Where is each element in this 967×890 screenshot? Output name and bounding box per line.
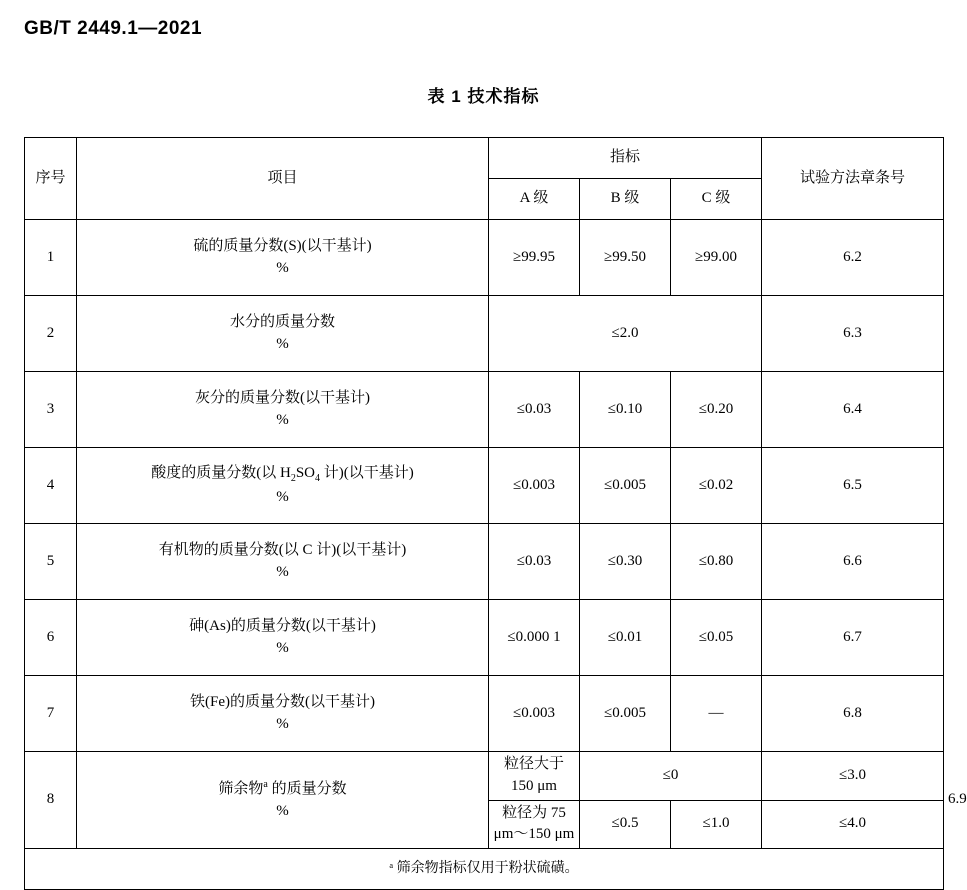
row-grade-c: ≤0.80 xyxy=(671,524,762,600)
header-index-group: 指标 xyxy=(489,138,762,179)
row-seq: 6 xyxy=(25,600,77,676)
row-seq: 7 xyxy=(25,676,77,752)
row-grade-c: ≤0.05 xyxy=(671,600,762,676)
row-grade-merged: ≤2.0 xyxy=(489,296,762,372)
row-item-unit: % xyxy=(276,640,289,657)
row-grade-c: ≤0.20 xyxy=(671,372,762,448)
row-grade-b: ≤0.30 xyxy=(580,524,671,600)
header-item: 项目 xyxy=(77,138,489,220)
row-grade-b: ≤0.10 xyxy=(580,372,671,448)
technical-index-table xyxy=(24,137,967,890)
row-method: 6.8 xyxy=(762,676,944,752)
table-row xyxy=(25,220,944,296)
row-item xyxy=(77,372,489,448)
table-title: 表 1 技术指标 xyxy=(427,87,540,106)
row-item-line1: 砷(As)的质量分数(以干基计) xyxy=(189,618,376,634)
sieve-condition: 粒径大于 150 μm xyxy=(489,752,580,801)
row-item-line1: 有机物的质量分数(以 C 计)(以干基计) xyxy=(158,542,407,558)
sieve-condition: 粒径为 75 μm～150 μm xyxy=(489,800,580,849)
row-grade-b: ≤0.01 xyxy=(580,600,671,676)
row-item xyxy=(77,676,489,752)
table-footnote: ᵃ 筛余物指标仅用于粉状硫磺。 xyxy=(25,849,944,890)
row-grade-a: ≤0.003 xyxy=(489,676,580,752)
row-item xyxy=(77,220,489,296)
table-header-row-1 xyxy=(25,138,944,179)
table-row xyxy=(25,448,944,524)
row-method: 6.3 xyxy=(762,296,944,372)
row-method: 6.6 xyxy=(762,524,944,600)
table-row-sieve-1: 8 筛余物$^a$ 的质量分数 % 粒径大于 150 μm ≤0 ≤3.0 6.9 xyxy=(25,752,944,801)
sieve-grade-b: ≤1.0 xyxy=(671,800,762,849)
table-row xyxy=(25,296,944,372)
spec-table-container xyxy=(24,137,967,890)
row-item-unit: % xyxy=(276,336,289,353)
row-grade-c: ≥99.00 xyxy=(671,220,762,296)
row-method: 6.4 xyxy=(762,372,944,448)
header-grade-a: A 级 xyxy=(489,179,580,220)
row-item-line1: 酸度的质量分数(以 $H_2SO_4$ 计)(以干基计) xyxy=(151,465,414,485)
row-item-unit: % xyxy=(276,564,289,581)
sieve-label-unit: % xyxy=(276,803,289,820)
row-item-line1: 灰分的质量分数(以干基计) xyxy=(195,390,370,406)
sieve-grade-ab: ≤0 xyxy=(580,752,762,801)
sieve-label-line1: 筛余物$^a$ 的质量分数 xyxy=(218,779,347,797)
row-grade-c: — xyxy=(671,676,762,752)
header-grade-b: B 级 xyxy=(580,179,671,220)
row-item-unit: % xyxy=(276,260,289,277)
row-seq: 3 xyxy=(25,372,77,448)
row-grade-c: ≤0.02 xyxy=(671,448,762,524)
row-item xyxy=(77,600,489,676)
header-seq: 序号 xyxy=(25,138,77,220)
row-seq: 4 xyxy=(25,448,77,524)
row-item xyxy=(77,448,489,524)
table-footnote-row xyxy=(25,849,944,890)
row-grade-b: ≥99.50 xyxy=(580,220,671,296)
row-method: 6.5 xyxy=(762,448,944,524)
table-row xyxy=(25,676,944,752)
row-seq: 8 xyxy=(25,752,77,849)
row-grade-b: ≤0.005 xyxy=(580,448,671,524)
row-seq: 5 xyxy=(25,524,77,600)
row-grade-b: ≤0.005 xyxy=(580,676,671,752)
row-item-unit: % xyxy=(276,488,289,505)
row-item-unit: % xyxy=(276,412,289,429)
row-item-line1: 硫的质量分数(S)(以干基计) xyxy=(193,238,372,254)
sieve-grade-c: ≤4.0 xyxy=(762,800,944,849)
sieve-grade-c: ≤3.0 xyxy=(762,752,944,801)
row-seq: 2 xyxy=(25,296,77,372)
header-method: 试验方法章条号 xyxy=(762,138,944,220)
row-item-line1: 水分的质量分数 xyxy=(229,314,335,330)
row-grade-a: ≤0.03 xyxy=(489,524,580,600)
row-item xyxy=(77,524,489,600)
row-seq: 1 xyxy=(25,220,77,296)
standard-code: GB/T 2449.1—2021 xyxy=(24,18,203,39)
sieve-label xyxy=(77,752,489,849)
row-method: 6.2 xyxy=(762,220,944,296)
sieve-grade-a: ≤0.5 xyxy=(580,800,671,849)
row-item xyxy=(77,296,489,372)
row-item-line1: 铁(Fe)的质量分数(以干基计) xyxy=(190,694,375,710)
row-item-unit: % xyxy=(276,716,289,733)
row-grade-a: ≤0.03 xyxy=(489,372,580,448)
row-grade-a: ≤0.003 xyxy=(489,448,580,524)
row-method: 6.7 xyxy=(762,600,944,676)
row-grade-a: ≥99.95 xyxy=(489,220,580,296)
row-grade-a: ≤0.000 1 xyxy=(489,600,580,676)
table-row xyxy=(25,524,944,600)
table-row xyxy=(25,600,944,676)
table-row xyxy=(25,372,944,448)
header-grade-c: C 级 xyxy=(671,179,762,220)
